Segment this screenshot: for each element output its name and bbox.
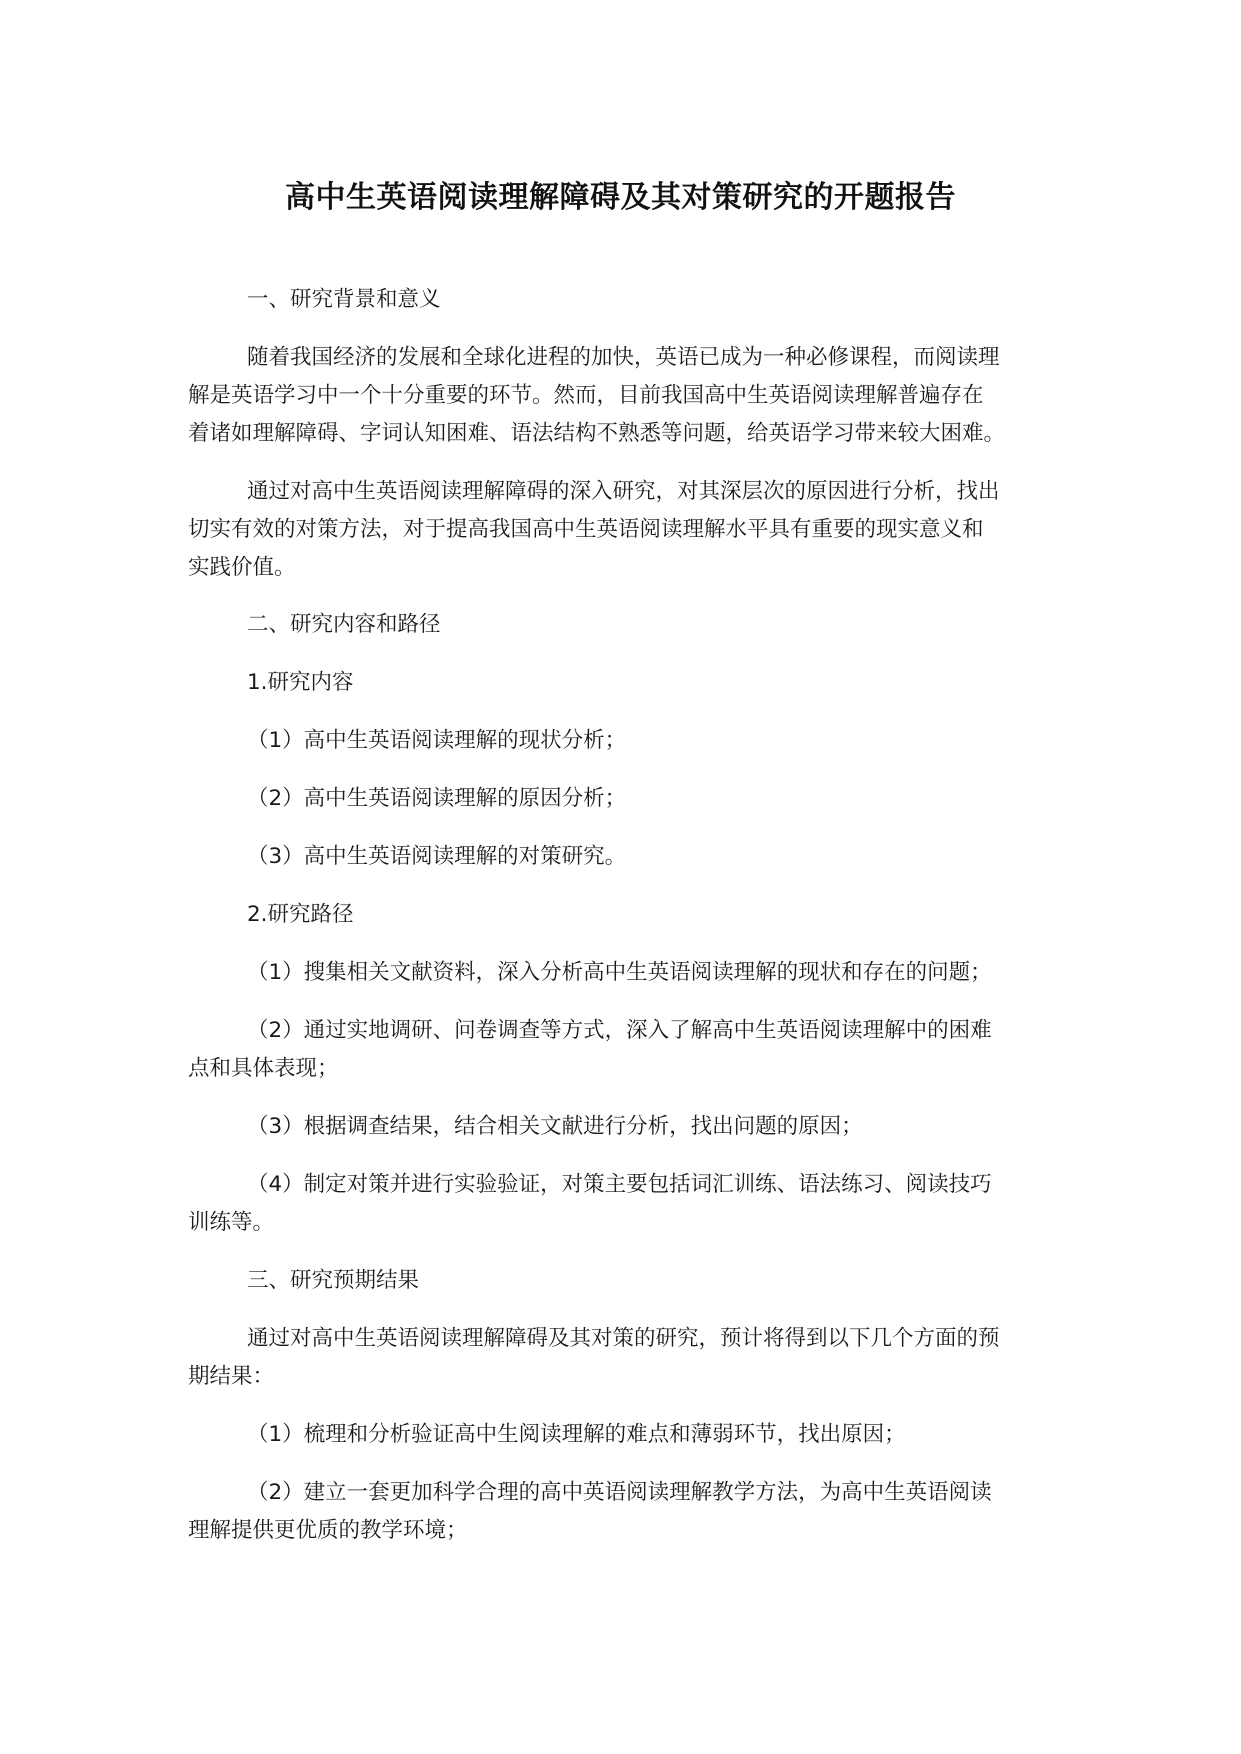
content-item-2: （2）高中生英语阅读理解的原因分析； — [247, 786, 627, 811]
result-item-2-line-1: （2）建立一套更加科学合理的高中英语阅读理解教学方法，为高中生英语阅读 — [247, 1480, 992, 1505]
paragraph-1-line-1: 随着我国经济的发展和全球化进程的加快，英语已成为一种必修课程，而阅读理 — [247, 345, 1000, 370]
content-item-1: （1）高中生英语阅读理解的现状分析； — [247, 728, 627, 753]
paragraph-1-line-2: 解是英语学习中一个十分重要的环节。然而，目前我国高中生英语阅读理解普遍存在 — [188, 383, 984, 408]
path-item-1: （1）搜集相关文献资料，深入分析高中生英语阅读理解的现状和存在的问题； — [247, 960, 992, 985]
path-item-4-line-1: （4）制定对策并进行实验验证，对策主要包括词汇训练、语法练习、阅读技巧 — [247, 1172, 992, 1197]
paragraph-1-line-3: 着诸如理解障碍、字词认知困难、语法结构不熟悉等问题，给英语学习带来较大困难。 — [188, 421, 1006, 446]
subheading-research-content: 1.研究内容 — [247, 670, 354, 695]
result-item-2-line-2: 理解提供更优质的教学环境； — [188, 1518, 468, 1543]
path-item-4-line-2: 训练等。 — [188, 1210, 275, 1235]
paragraph-2-line-2: 切实有效的对策方法，对于提高我国高中生英语阅读理解水平具有重要的现实意义和 — [188, 517, 984, 542]
section-heading-1: 一、研究背景和意义 — [247, 287, 441, 312]
path-item-2-line-2: 点和具体表现； — [188, 1056, 339, 1081]
paragraph-2-line-3: 实践价值。 — [188, 555, 296, 580]
results-intro-line-1: 通过对高中生英语阅读理解障碍及其对策的研究，预计将得到以下几个方面的预 — [247, 1326, 1000, 1351]
path-item-2-line-1: （2）通过实地调研、问卷调查等方式，深入了解高中生英语阅读理解中的困难 — [247, 1018, 992, 1043]
document-title: 高中生英语阅读理解障碍及其对策研究的开题报告 — [285, 180, 956, 215]
paragraph-2-line-1: 通过对高中生英语阅读理解障碍的深入研究，对其深层次的原因进行分析，找出 — [247, 479, 1000, 504]
section-heading-3: 三、研究预期结果 — [247, 1268, 420, 1293]
result-item-1: （1）梳理和分析验证高中生阅读理解的难点和薄弱环节，找出原因； — [247, 1422, 906, 1447]
content-item-3: （3）高中生英语阅读理解的对策研究。 — [247, 844, 627, 869]
path-item-3: （3）根据调查结果，结合相关文献进行分析，找出问题的原因； — [247, 1114, 863, 1139]
subheading-research-path: 2.研究路径 — [247, 902, 354, 927]
section-heading-2: 二、研究内容和路径 — [247, 612, 441, 637]
results-intro-line-2: 期结果： — [188, 1364, 275, 1389]
